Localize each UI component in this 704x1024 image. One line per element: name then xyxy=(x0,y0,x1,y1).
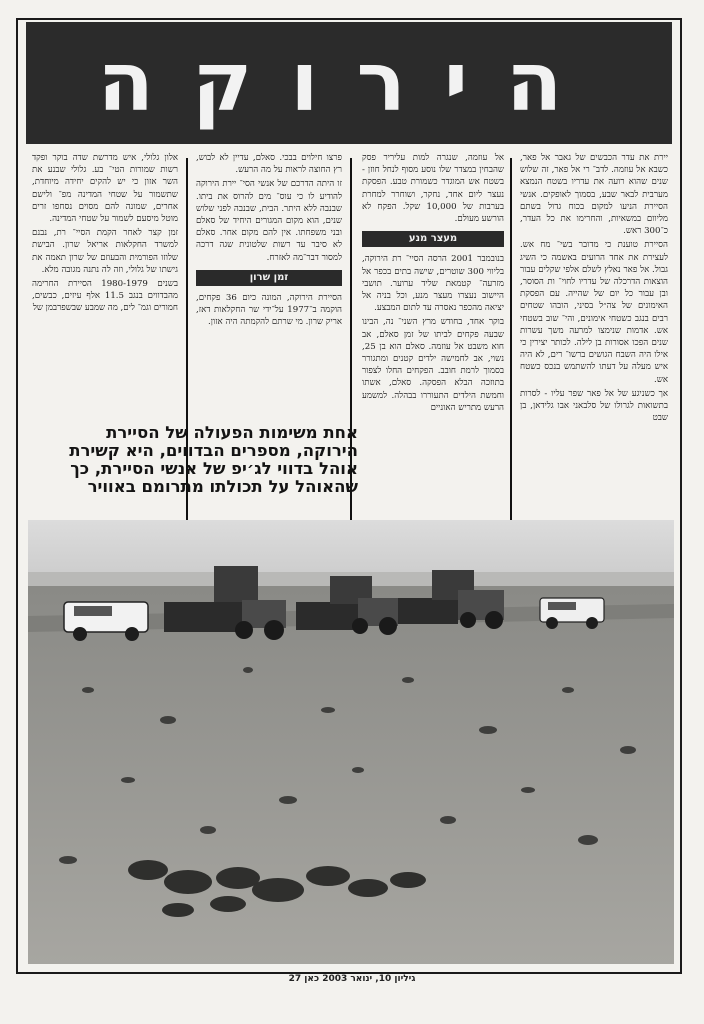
page-title xyxy=(26,22,672,144)
paragraph: הסיירת הירוקה, המונה כיום 36 פקחים, הוקמה ב־1977 על־ידי שר החקלאות דאז, אריק שרון. מי שרתם להקמתה היה אזון. xyxy=(196,293,342,328)
footer-text: גיליון 10, ינואר 2003 כאן 27 xyxy=(288,974,416,984)
column-1 xyxy=(520,152,668,522)
paragraph: אך כשניגע של אל פאר שפר עליו - לסרות בתשואות לגרולו של סלבאני אבו גלידאן, בן שבט xyxy=(520,388,668,424)
paragraph: יירת את עדר הכבשים של גאבר אל פאר, כשבא אל עוזמה. לדב־ רי אל פאר, זה שלוש שנים שהוא רועה את עדריו בשטח הנמצא מערבית לבאר שבע, בסמוך לאופקים. אנשי הסיירת הניעו למקום בכוח גדול בשתם מליוום במשאיות, והחרימו את כל העדר, כ־300 ראש. xyxy=(520,153,668,237)
pull-quote: אחת משימות הפעולה של הסיירת הירוקה, מספרים הבדווים, היא קשירת אוהל בדווי לג׳יפ של אנשי הסיירת, כך שהאוהל על תכולתו מתרומם באוויר xyxy=(69,423,358,496)
paragraph: פרצו חילוים בבכי. סאלם, עדיין לא לבוש, רץ החוצה לראות על מה הרעש. xyxy=(196,153,342,176)
desert-photo xyxy=(28,520,674,964)
paragraph: זו היתה הדרכם של אנשי הסי־ יירת הירוקה להודיע לו כי עוס־ מים להרוס את ביתו. שבנבה ללא היתר. הבית, שבנבה לפני שלוש שנים, הוא מקום המגורים היחיד של סאלם ובני משפחתו. אין להם מקום אחר. סאלם לא סיבר עד רשות שלטונית שגה דרכה למסור דבר־מה לאזרח. xyxy=(196,179,342,263)
page-footer xyxy=(0,974,704,992)
paragraph: אלון גלולי, איש מדרשת שדה בוקר ופקד רשות שמורות הטי־ בע. גלולי שבנע את השר אזון כי יש להקים יחידה מיוחדת, שתשמור על שטחי המדינה מפ־ ולישם אחרים, שמונה להם מסוים נסחפו זרים מוטל מיסעם לשמור על שטחי המדינה. xyxy=(32,153,178,225)
paragraph: אל עוזמה, שנגרה למות עליריר פסק שהבחין במצדר שלו נוסע מסוף לנחל חוזן - בשטח אש המוגדר כשמורת טבע. הפסקת נעצר ליום אחד, נחקר, ושוחרר למחרת בערבות של 10,000 שקל. הפקח לא הורשע מעולם. xyxy=(362,153,504,225)
title-banner xyxy=(26,22,672,144)
paragraph: בוקר אחד, בחודש מרץ השני־ נה, הבינו שבעה פקחים לביתו של זמן סאלם, אב חוא משבט אל עוזמה. סאלם הוא בן 25, נשוי, אב לחמישה ילדים קטנים ומתגורר בסמוך לרמת חובב. הפקחים החלו לצפור בתוזכה הבלא הפסקה. סאלם, אשתו וחמשת הילדים התעוררו בבהלה. למשמע הרעש מתריש האוניים xyxy=(362,317,504,413)
paragraph: זמן קצר לאחר הקמת הסיי־ רת, נבנם למשרד החקלאות אריאל שרון. הבישת שלוזו הפורמית והבעוזם של שרון תאמה את גישתו של גלולי, וזה לה נתנה מגובה מלא. xyxy=(32,228,178,275)
paragraph: בשנים 1980-1979 הסיירת החרימה מהבדווים בנגב 11.5 אלף עיזים, כבשים, חמורים וגמ־ לים, מה שמבע שבשפרבמן של xyxy=(32,279,178,314)
paragraph: הסיירת טוענת כי מדובר בשי־ מח אש. לעצירת את אחד הרועים באשמה כי השיג גבול. אל פאר נאלץ לשלם אלפי שקלים עבור הוצאות הדרכלה של עדריו לחוי־ ות הסוסר, ובן עבור כל יום של שהייה. עם הפסקת האימונים של צה״ל בסיני, הובהו שטחים רבים בנגב כשטחי אימונים, והי־ שוב בשטחי אש. אדמות שנימצו למרעה משך עשרות שנים הפכו אסורות בן לילה. לכותר יצירין כי אילו היה השבח הגושים ברשו־ רים, לא היה איש מעלה על דעתו להשתמש בנכס כשטח אש. xyxy=(520,240,668,385)
paragraph: בנובמבר 2001 הרסה הסיי־ רת הירוקה, בליווי 300 שוטרים, שישה בתים בכפר אל מזרעה־ קטמאת שליד ערוער. תושבי היישוב נעצרו מעצר מנע, וכל בניה אל יציאה מהכפר נאסרה עד לתום המבצע. xyxy=(362,254,504,314)
subheading: מעצר מנע xyxy=(362,231,504,247)
page-title-text: הירוקה xyxy=(97,35,601,130)
column-rule xyxy=(510,158,512,520)
column-2 xyxy=(362,152,504,522)
subheading: זמן שרון xyxy=(196,270,342,286)
photo-illustration xyxy=(28,520,674,964)
